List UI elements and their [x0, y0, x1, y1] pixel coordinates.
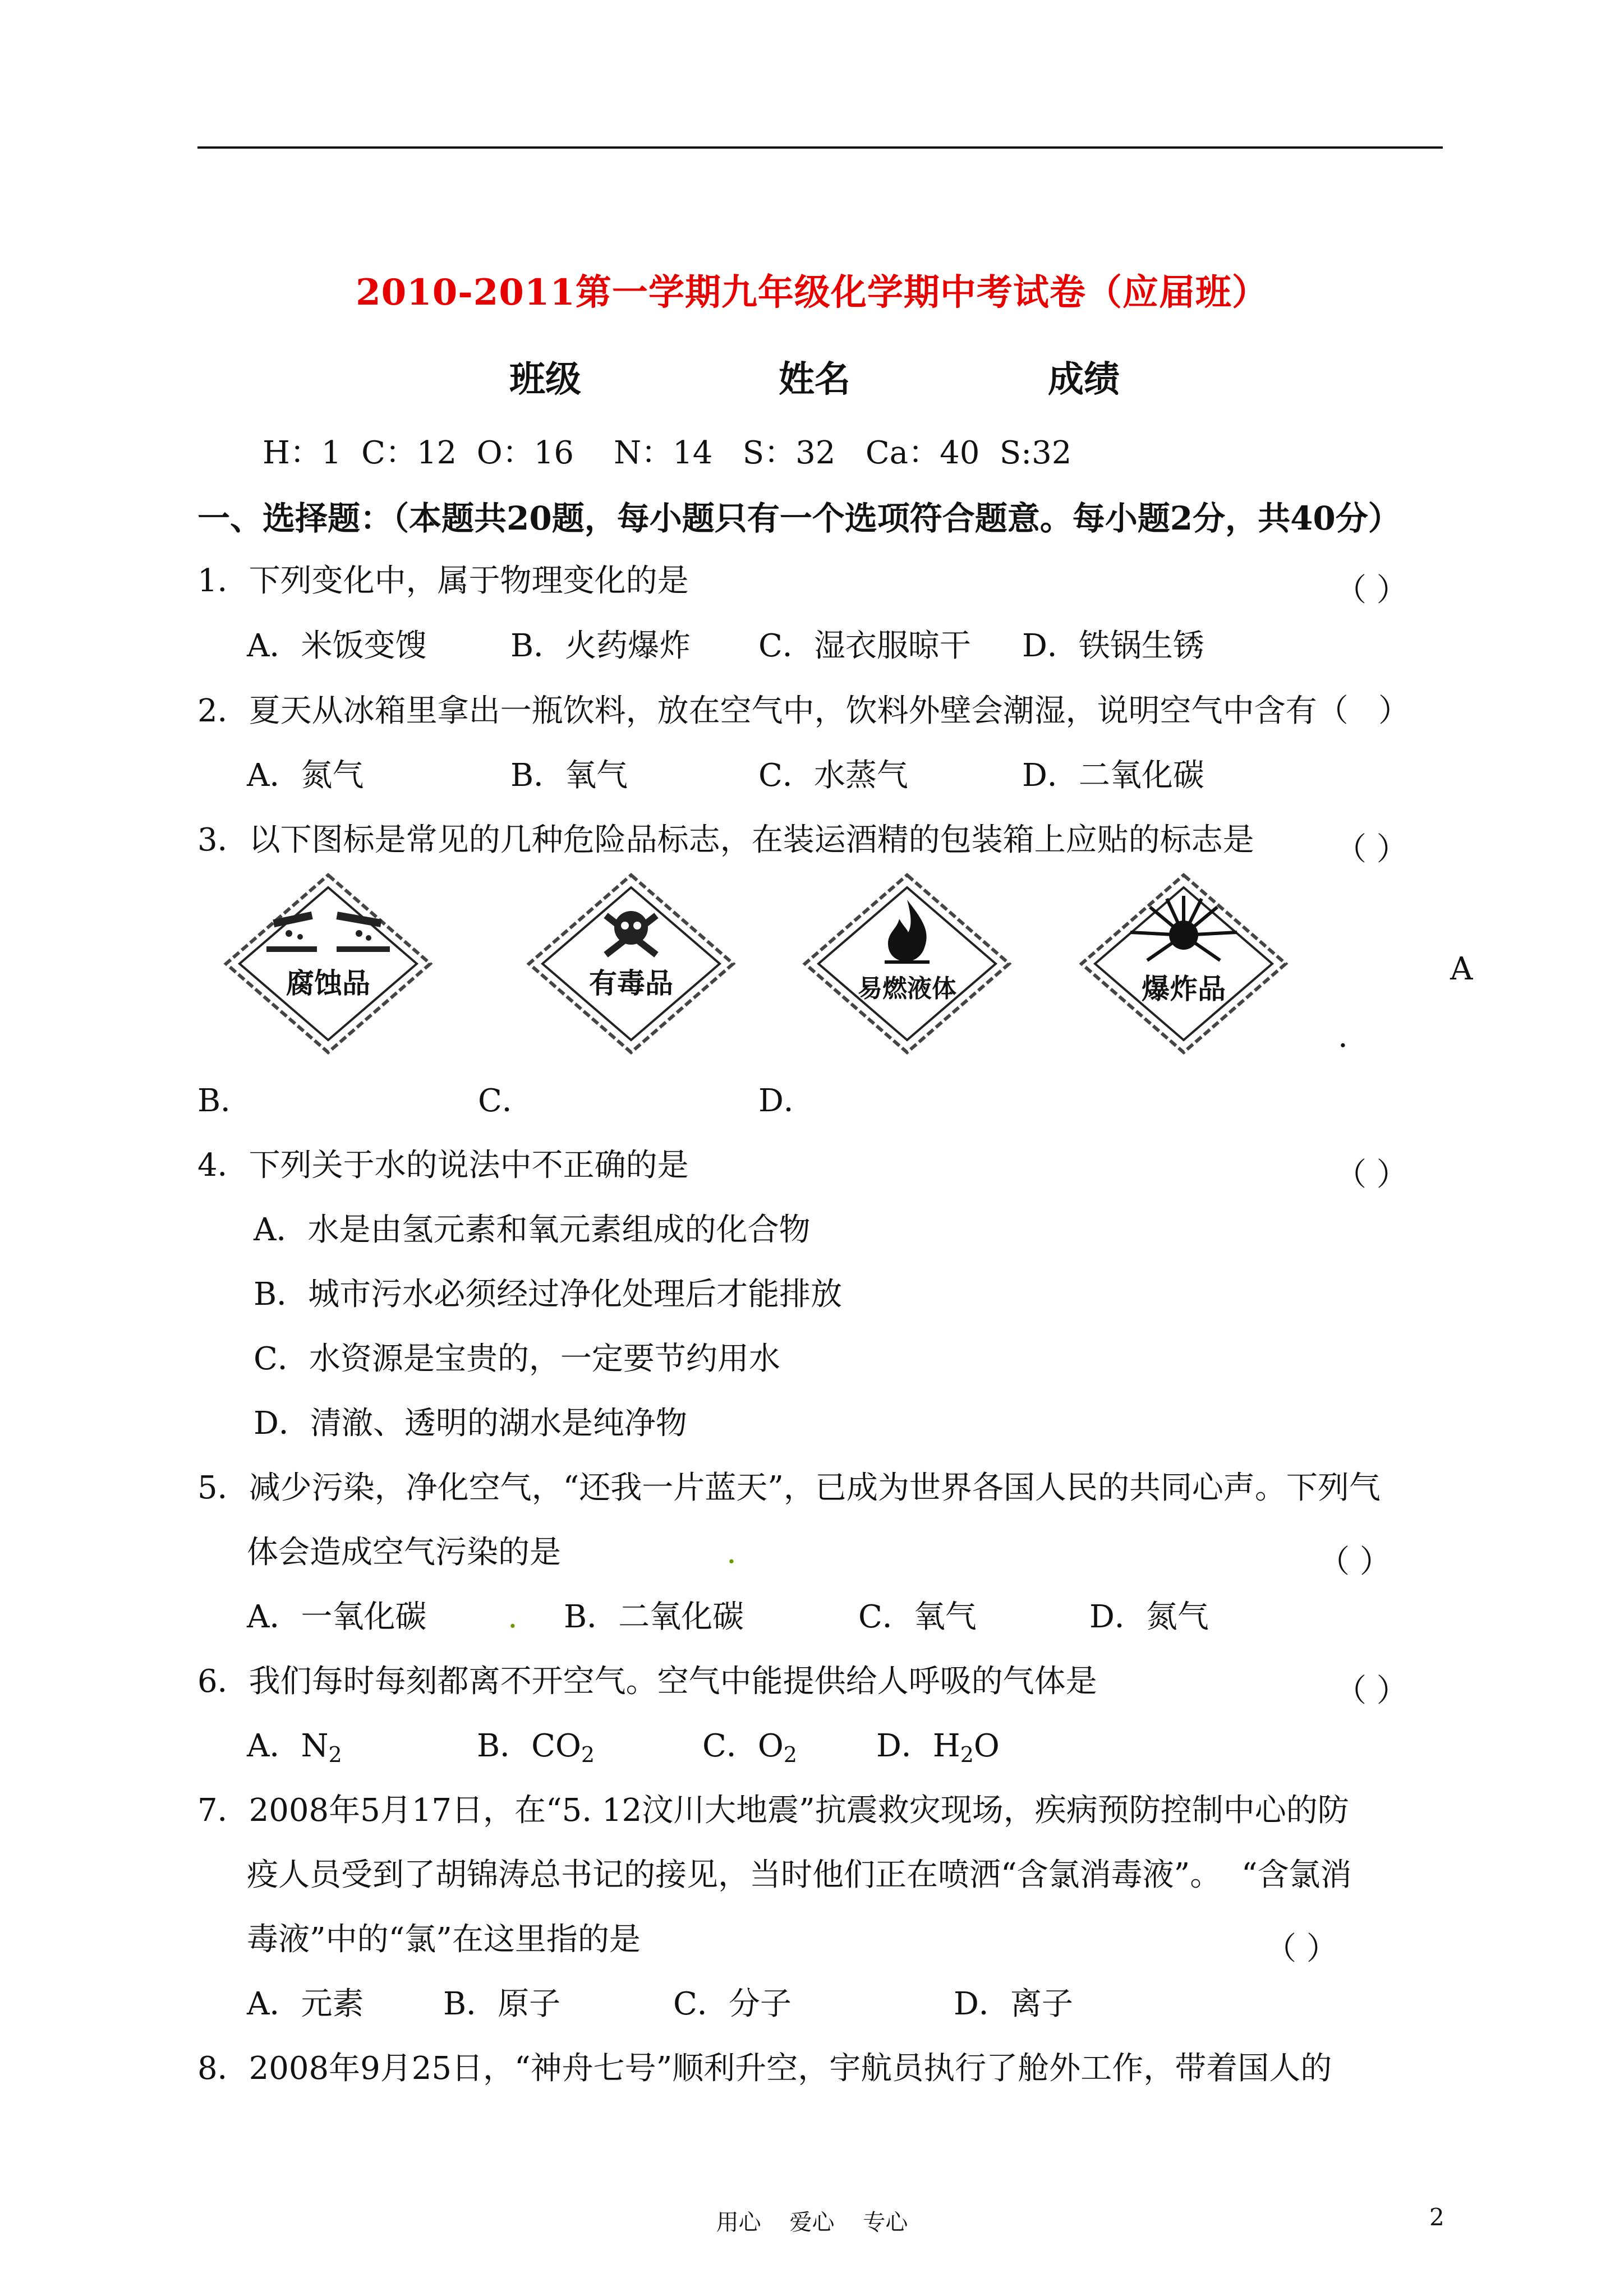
q1-option-c: C．湿衣服晾干	[758, 628, 971, 664]
skull-icon	[525, 871, 738, 1057]
q6-option-d: D．$H_2O$	[876, 1728, 1000, 1767]
q4-option-a: A．水是由氢元素和氧元素组成的化合物	[254, 1212, 811, 1248]
atomic-masses: H：1 C：12 O：16 N：14 S：32 Ca：40 S:32	[263, 435, 1072, 471]
q1-option-d: D．铁锅生锈	[1022, 628, 1204, 664]
q5-option-dot: .	[508, 1599, 518, 1635]
exam-title: 2010-2011第一学期九年级化学期中考试卷（应届班）	[356, 272, 1268, 314]
flammable-liquid-sign	[801, 871, 1014, 1057]
q7-option-d: D．离子	[954, 1986, 1073, 2022]
corrosive-sign	[222, 871, 435, 1057]
q4-stem: 4．下列关于水的说法中不正确的是	[197, 1147, 689, 1184]
section1-heading: 一、选择题：（本题共20题，每小题只有一个选项符合题意。每小题2分，共40分）	[197, 499, 1401, 537]
q3-stem: 3．以下图标是常见的几种危险品标志，在装运酒精的包装箱上应贴的标志是	[197, 822, 1254, 858]
page-footer: 用心 爱心 专心	[716, 2210, 908, 2235]
q1-option-a: A．米饭变馊	[247, 628, 427, 664]
q5-stem-line1: 5．减少污染，净化空气，“还我一片蓝天”，已成为世界各国人民的共同心声。下列气	[197, 1470, 1381, 1506]
q3-answer-paren: （ ）	[1335, 831, 1408, 868]
q2-stem: 2．夏天从冰箱里拿出一瓶饮料，放在空气中，饮料外壁会潮湿，说明空气中含有（ ）	[197, 693, 1410, 729]
q8-line1: 8．2008年9月25日，“神舟七号”顺利升空，宇航员执行了舱外工作，带着国人的	[197, 2050, 1332, 2087]
q1-option-b: B．火药爆炸	[510, 628, 691, 664]
toxic-sign	[525, 871, 738, 1057]
q3-right-dot: .	[1338, 1018, 1348, 1055]
q5-option-a: A．一氧化碳	[247, 1599, 427, 1635]
q5-option-b: B．二氧化碳	[564, 1599, 744, 1635]
q3-option-a-label: A	[1450, 951, 1473, 987]
header-rule	[197, 146, 1443, 149]
score-field-label: 成绩	[1048, 358, 1120, 401]
q7-option-b: B．原子	[443, 1986, 561, 2022]
q4-option-d: D．清澈、透明的湖水是纯净物	[254, 1405, 687, 1442]
q3-option-b-label: B．	[197, 1083, 252, 1119]
q6-stem: 6．我们每时每刻都离不开空气。空气中能提供给人呼吸的气体是	[197, 1663, 1097, 1700]
class-field-label: 班级	[509, 358, 581, 401]
q6-option-a: A．$N_2$	[247, 1728, 342, 1767]
q5-mid-dot: .	[726, 1534, 737, 1571]
flame-icon	[801, 871, 1014, 1057]
q7-option-a: A．元素	[247, 1986, 364, 2022]
q3-option-d-label: D．	[758, 1083, 815, 1119]
q7-answer-paren: （ ）	[1265, 1931, 1338, 1967]
q5-option-d: D．氮气	[1089, 1599, 1209, 1635]
explosive-sign-label: 爆炸品	[1142, 973, 1226, 1005]
q2-option-d: D．二氧化碳	[1022, 757, 1204, 794]
page-number: 2	[1429, 2203, 1444, 2231]
name-field-label: 姓名	[779, 358, 850, 401]
q1-stem: 1．下列变化中，属于物理变化的是	[197, 563, 689, 599]
q6-option-c: C．$O_2$	[702, 1728, 797, 1767]
q4-option-c: C．水资源是宝贵的，一定要节约用水	[254, 1341, 780, 1377]
corrosive-sign-label: 腐蚀品	[286, 967, 370, 1000]
hazard-signs-row	[222, 871, 1313, 1057]
q3-option-c-label: C．	[478, 1083, 533, 1119]
q5-stem-line2: 体会造成空气污染的是	[247, 1534, 561, 1571]
toxic-sign-label: 有毒品	[589, 967, 673, 1000]
q7-line1: 7．2008年5月17日，在“5. 12汶川大地震”抗震救灾现场，疾病预防控制中心的防	[197, 1792, 1349, 1829]
explosion-icon	[1077, 871, 1290, 1057]
q2-option-b: B．氧气	[510, 757, 628, 794]
q5-option-c: C．氧气	[858, 1599, 977, 1635]
q2-option-c: C．水蒸气	[758, 757, 908, 794]
q5-answer-paren: （ ）	[1318, 1544, 1391, 1580]
q1-answer-paren: （ ）	[1335, 572, 1408, 609]
q7-option-c: C．分子	[673, 1986, 792, 2022]
q7-line2: 疫人员受到了胡锦涛总书记的接见，当时他们正在喷洒“含氯消毒液”。 “含氯消	[247, 1857, 1352, 1893]
corrosive-icon	[222, 871, 435, 1057]
explosive-sign	[1077, 871, 1290, 1057]
q2-option-a: A．氮气	[247, 757, 364, 794]
q4-answer-paren: （ ）	[1335, 1157, 1408, 1193]
q4-option-b: B．城市污水必须经过净化处理后才能排放	[254, 1276, 843, 1313]
flammable-sign-label: 易燃液体	[858, 974, 956, 1003]
q6-option-b: B．$CO_2$	[477, 1728, 595, 1767]
q7-line3: 毒液”中的“氯”在这里指的是	[247, 1921, 641, 1958]
q6-answer-paren: （ ）	[1335, 1673, 1408, 1709]
